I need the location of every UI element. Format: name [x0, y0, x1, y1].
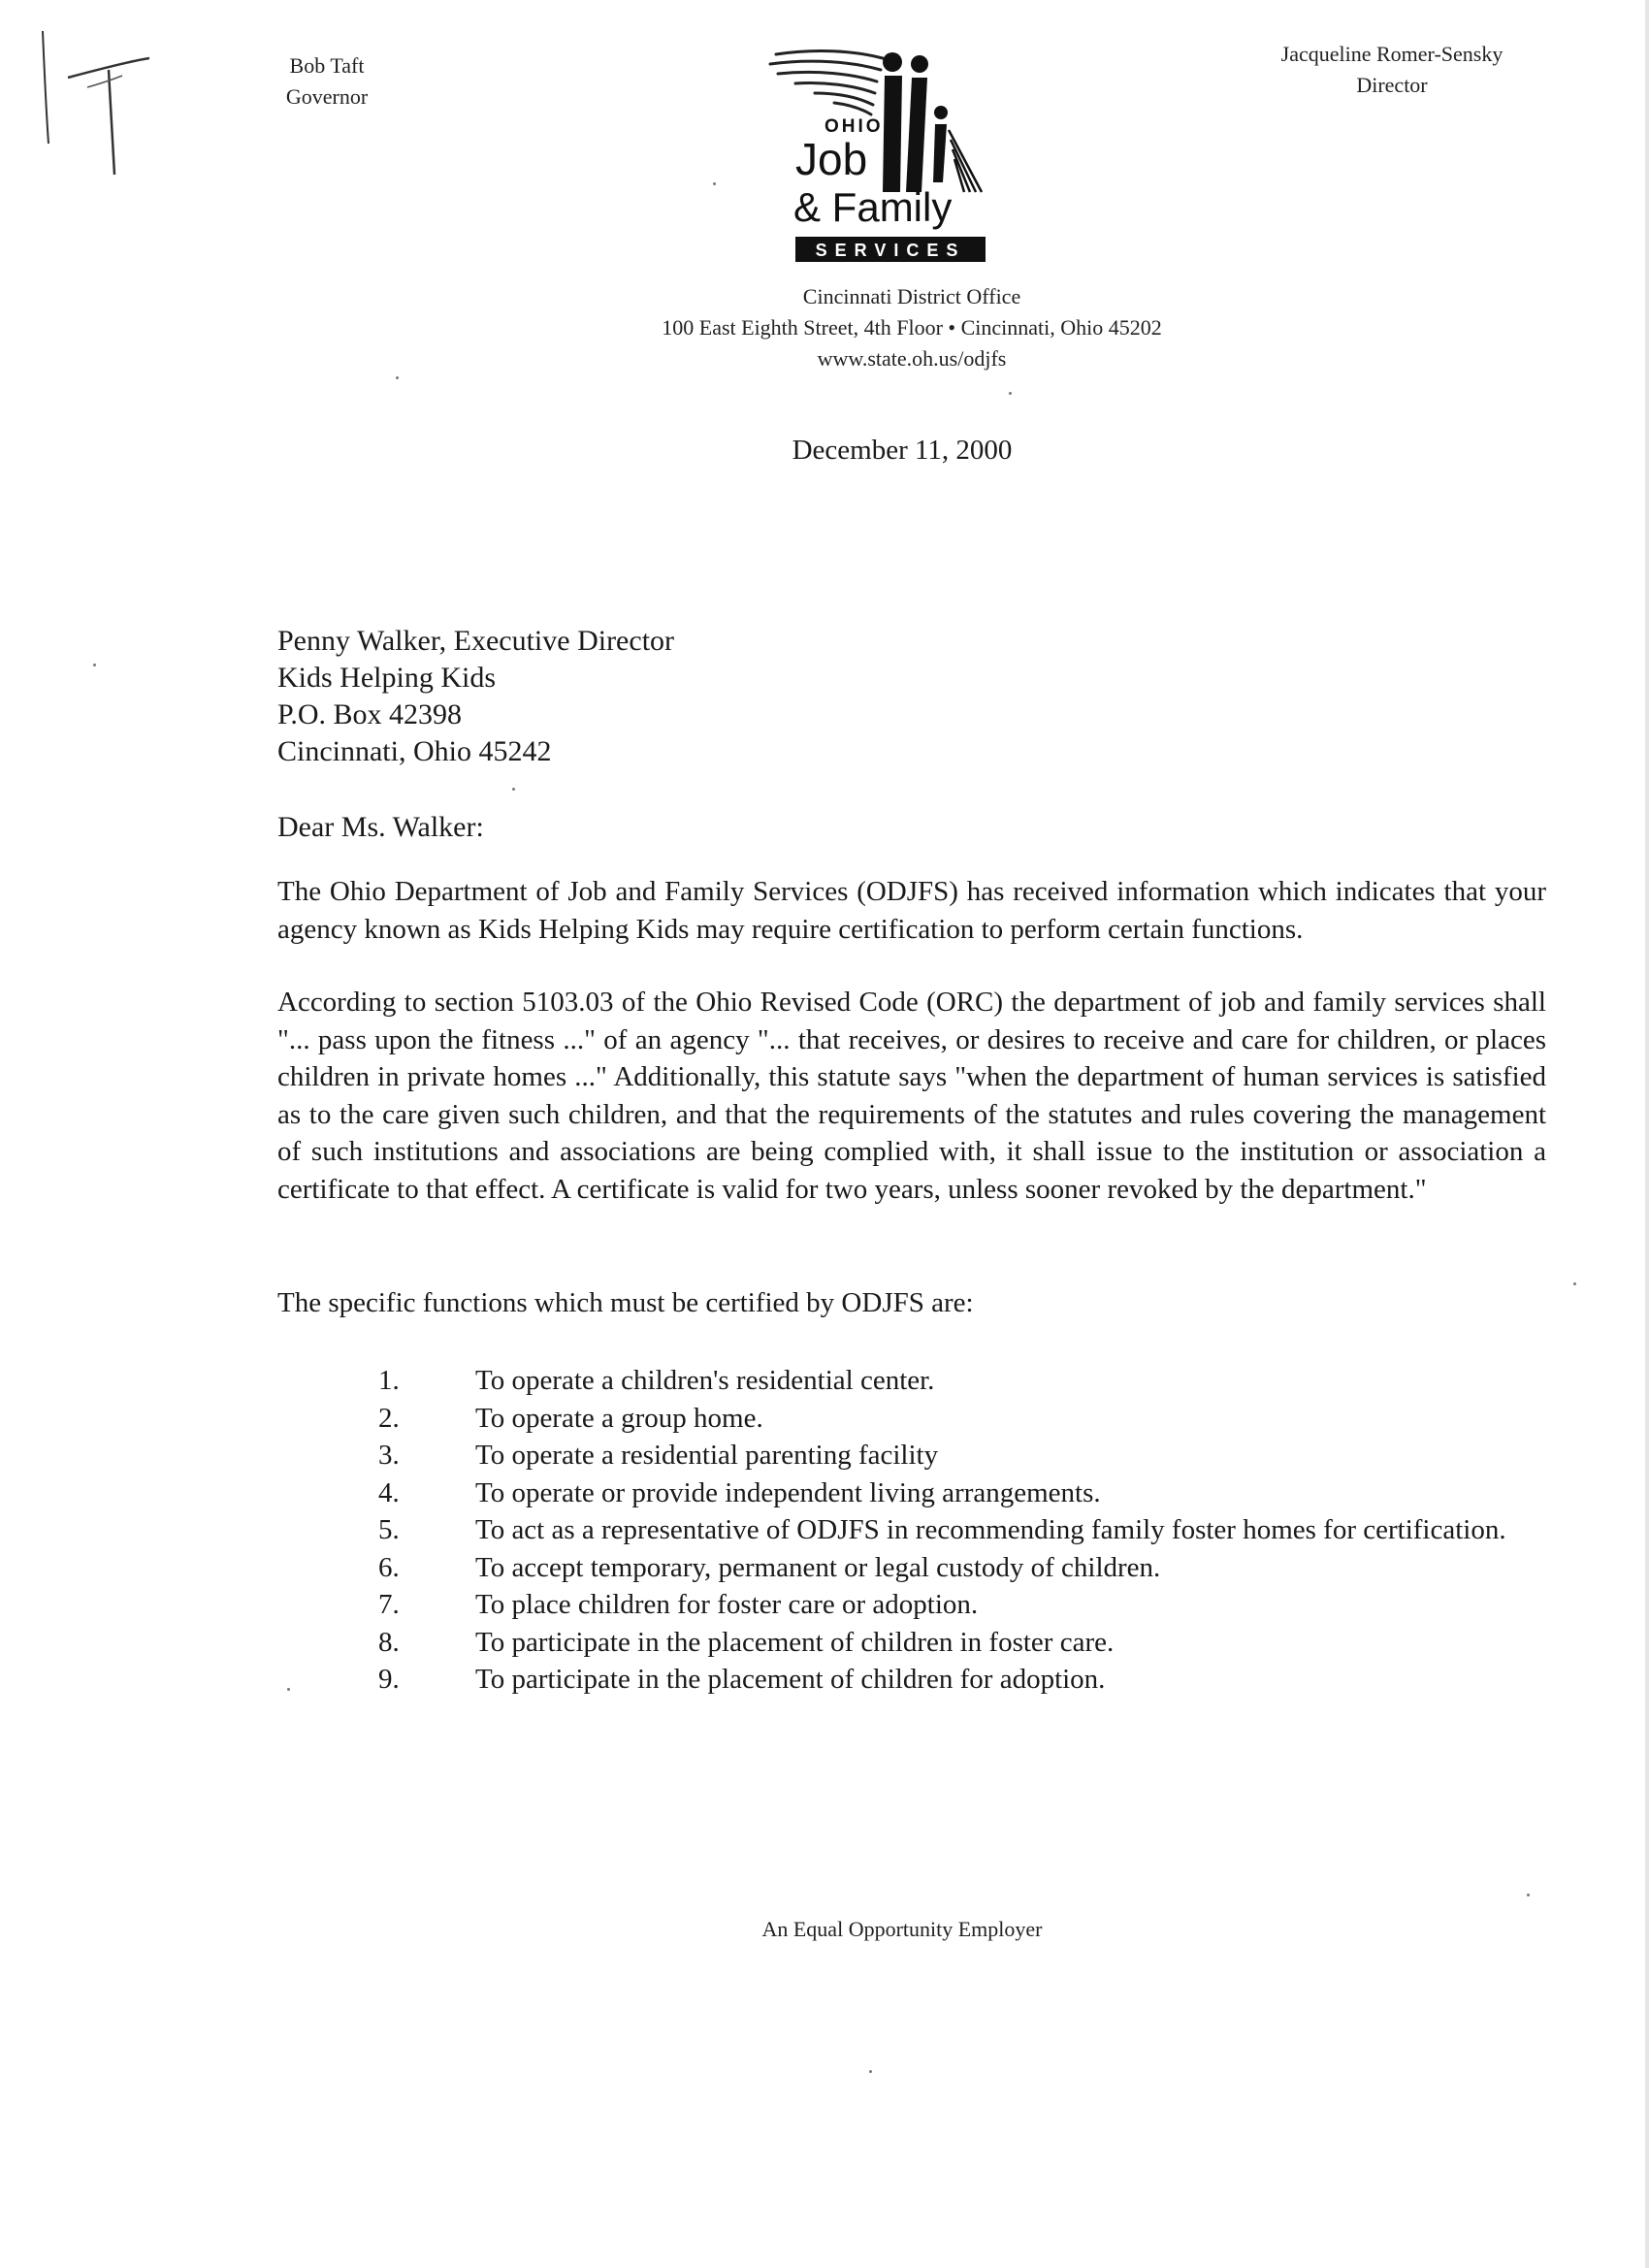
family-figures-logo-icon	[757, 37, 1028, 279]
scan-speck	[1009, 392, 1012, 395]
list-item-number: 6.	[378, 1551, 400, 1583]
director-name: Jacqueline Romer-Sensky	[1280, 42, 1504, 66]
list-item-text: To operate a group home.	[475, 1402, 763, 1434]
list-item-number: 8.	[378, 1626, 400, 1658]
list-item	[378, 1624, 1552, 1662]
governor-block	[254, 50, 400, 113]
handwritten-mark	[29, 19, 165, 184]
footer-tagline: An Equal Opportunity Employer	[761, 1917, 1043, 1941]
paragraph-intro: The Ohio Department of Job and Family Services (ODJFS) has received information which indicates that your agency known as Kids Helping Kids may require certification to perform certain functions.	[277, 876, 1546, 945]
governor-name: Bob Taft	[289, 53, 365, 78]
agency-address-block	[485, 281, 1339, 374]
list-item-text: To participate in the placement of children for adoption.	[475, 1664, 1106, 1695]
logo-ohio-text: OHIO	[824, 116, 884, 137]
scan-speck	[1527, 1894, 1530, 1896]
scan-speck	[1573, 1282, 1576, 1285]
list-item	[378, 1511, 1552, 1549]
logo-services-text: SERVICES	[815, 241, 966, 260]
list-item-number: 5.	[378, 1514, 400, 1545]
list-item-text: To operate or provide independent living arrangements.	[475, 1476, 1101, 1508]
scan-speck	[396, 376, 399, 379]
list-item-text: To participate in the placement of children in foster care.	[475, 1626, 1115, 1658]
list-item	[378, 1474, 1552, 1512]
list-item	[378, 1549, 1552, 1587]
salutation: Dear Ms. Walker:	[277, 811, 484, 843]
scan-speck	[869, 2070, 872, 2073]
list-item-text: To accept temporary, permanent or legal custody of children.	[475, 1551, 1161, 1583]
list-item	[378, 1661, 1552, 1699]
list-item	[378, 1437, 1552, 1474]
agency-office: Cincinnati District Office	[802, 284, 1021, 308]
scan-speck	[713, 182, 716, 185]
list-item-text: To act as a representative of ODJFS in recommending family foster homes for certification.	[475, 1514, 1506, 1545]
logo-family-text: & Family	[793, 184, 953, 230]
governor-title: Governor	[285, 84, 369, 109]
list-item	[378, 1586, 1552, 1624]
list-item	[378, 1400, 1552, 1438]
list-item-text: To operate a residential parenting facility	[475, 1440, 939, 1471]
paragraph-statute: According to section 5103.03 of the Ohio Revised Code (ORC) the department of job and family services shall "... pass upon the fitness ..." of an agency "... that receives, or desires to receive and care for children, or places children in private homes ..." Additionally, this statute says "when the department of human services is satisfied as to the care given such children, and that the requirements of the statutes and rules covering the management of such institutions and associations are being complied with, it shall issue to the institution or association a certificate to that effect. A certificate is valid for two years, unless sooner revoked by the department."	[277, 987, 1546, 1205]
director-block	[1232, 39, 1552, 101]
list-item-number: 9.	[378, 1664, 400, 1695]
agency-website: www.state.oh.us/odjfs	[817, 346, 1007, 371]
scan-speck	[287, 1688, 290, 1691]
scan-speck	[512, 788, 515, 791]
list-item	[378, 1362, 1552, 1400]
list-item-number: 3.	[378, 1440, 400, 1471]
paragraph-functions-intro: The specific functions which must be certified by ODJFS are:	[277, 1287, 974, 1318]
recipient-organization: Kids Helping Kids	[277, 662, 496, 694]
list-item-text: To operate a children's residential center.	[475, 1365, 935, 1396]
scan-edge	[1645, 0, 1649, 2268]
list-item-number: 4.	[378, 1476, 400, 1508]
recipient-address	[277, 623, 1150, 770]
recipient-name-title: Penny Walker, Executive Director	[277, 625, 675, 657]
certified-functions-list	[378, 1362, 1552, 1699]
scan-speck	[93, 664, 96, 666]
letter-date: December 11, 2000	[792, 435, 1013, 466]
list-item-number: 2.	[378, 1402, 400, 1434]
recipient-po-box: P.O. Box 42398	[277, 698, 463, 730]
recipient-city: Cincinnati, Ohio 45242	[277, 735, 552, 767]
list-item-number: 1.	[378, 1365, 400, 1396]
logo-job-text: Job	[795, 134, 868, 184]
list-item-number: 7.	[378, 1589, 400, 1620]
agency-address: 100 East Eighth Street, 4th Floor • Cincinnati, Ohio 45202	[662, 315, 1162, 340]
director-title: Director	[1356, 73, 1428, 97]
list-item-text: To place children for foster care or adoption.	[475, 1589, 979, 1620]
